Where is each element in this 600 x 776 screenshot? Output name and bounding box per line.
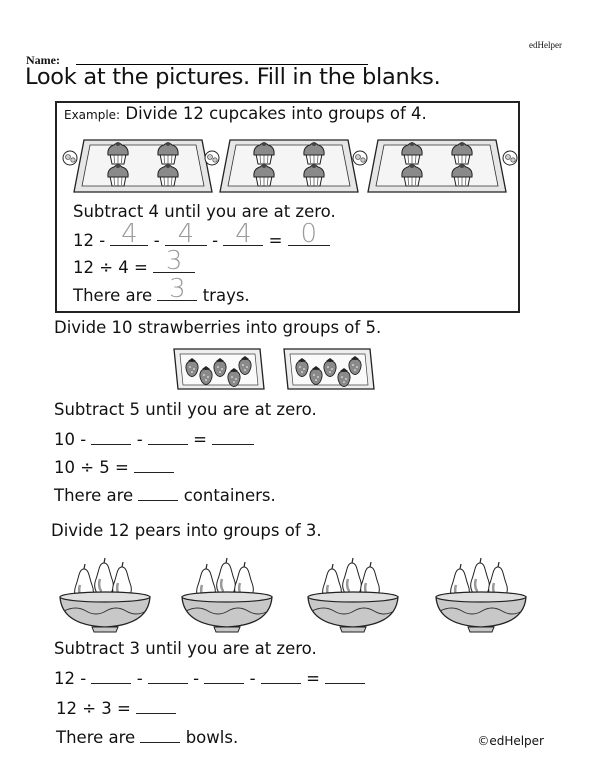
minus-sign: - [212,231,219,250]
there-are-label: There are [56,728,136,747]
answer-blank[interactable] [138,484,178,501]
brand-label: edHelper [529,40,562,50]
page-title: Look at the pictures. Fill in the blanks. [25,64,441,90]
q2-prompt: Divide 12 pears into groups of 3. [51,521,322,540]
answer-blank[interactable] [110,219,148,249]
equation-start: 10 ÷ 5 = [54,458,129,477]
answer-blank[interactable] [148,428,188,445]
pear-bowl-1 [60,558,150,632]
tray-handle-icon [63,151,77,165]
name-label: Name: [26,53,60,67]
q2-equation-2 [56,697,176,718]
answer-value: 3 [165,246,183,276]
cupcake-tray-1 [74,140,212,192]
equation-start: 12 ÷ 4 = [73,258,148,277]
there-are-label: There are [73,286,153,305]
q1-equation-2 [54,456,174,477]
q2-equation-1 [54,667,365,688]
unit-label: trays. [202,286,250,305]
equation-start: 12 ÷ 3 = [56,699,131,718]
answer-blank[interactable] [153,246,195,276]
minus-sign: - [136,669,143,688]
equals-sign: = [306,669,320,688]
equation-start: 10 - [54,430,87,449]
example-there-are [73,274,250,305]
pear-bowl-3 [308,558,398,632]
pear-bowl-4 [436,558,526,632]
there-are-label: There are [54,486,134,505]
answer-blank[interactable] [325,667,365,684]
answer-value: 4 [121,219,138,249]
q1-subtract-line: Subtract 5 until you are at zero. [54,400,317,419]
strawberry-container-2 [284,349,374,389]
answer-value: 4 [235,219,252,249]
pear-bowls-illustration [56,553,536,633]
minus-sign: - [193,669,200,688]
example-label: Example: [64,108,121,122]
answer-blank[interactable] [148,667,188,684]
answer-blank[interactable] [261,667,301,684]
q1-there-are [54,484,276,505]
minus-sign: - [153,231,160,250]
answer-blank[interactable] [140,726,180,743]
q1-equation-1 [54,428,254,449]
answer-value: 0 [300,219,317,249]
answer-blank[interactable] [165,219,207,249]
example-heading [64,104,427,123]
answer-blank[interactable] [204,667,244,684]
answer-blank[interactable] [288,219,330,249]
answer-blank[interactable] [91,428,131,445]
minus-sign: - [136,430,143,449]
answer-value: 4 [177,219,195,249]
pear-bowl-2 [182,558,272,632]
cupcake-tray-2 [220,140,358,192]
q2-there-are [56,726,238,747]
copyright-label: ©edHelper [477,734,544,748]
minus-sign: - [249,669,256,688]
answer-blank[interactable] [157,274,197,304]
cupcake-tray-3 [368,140,506,192]
answer-blank[interactable] [212,428,254,445]
example-prompt: Divide 12 cupcakes into groups of 4. [125,104,427,123]
cupcake-trays-illustration [62,128,518,198]
equals-sign: = [193,430,207,449]
equals-sign: = [268,231,283,250]
answer-blank[interactable] [136,697,176,714]
answer-value: 3 [169,274,186,304]
answer-blank[interactable] [91,667,131,684]
equation-start: 12 - [73,231,106,250]
unit-label: bowls. [185,728,239,747]
strawberry-container-1 [174,349,264,389]
example-subtract-line: Subtract 4 until you are at zero. [73,202,336,221]
q2-subtract-line: Subtract 3 until you are at zero. [54,639,317,658]
example-equation-1 [73,219,330,250]
q1-prompt: Divide 10 strawberries into groups of 5. [54,318,382,337]
equation-start: 12 - [54,669,87,688]
strawberry-containers-illustration [172,345,387,395]
unit-label: containers. [183,486,276,505]
answer-blank[interactable] [134,456,174,473]
answer-blank[interactable] [223,219,263,249]
